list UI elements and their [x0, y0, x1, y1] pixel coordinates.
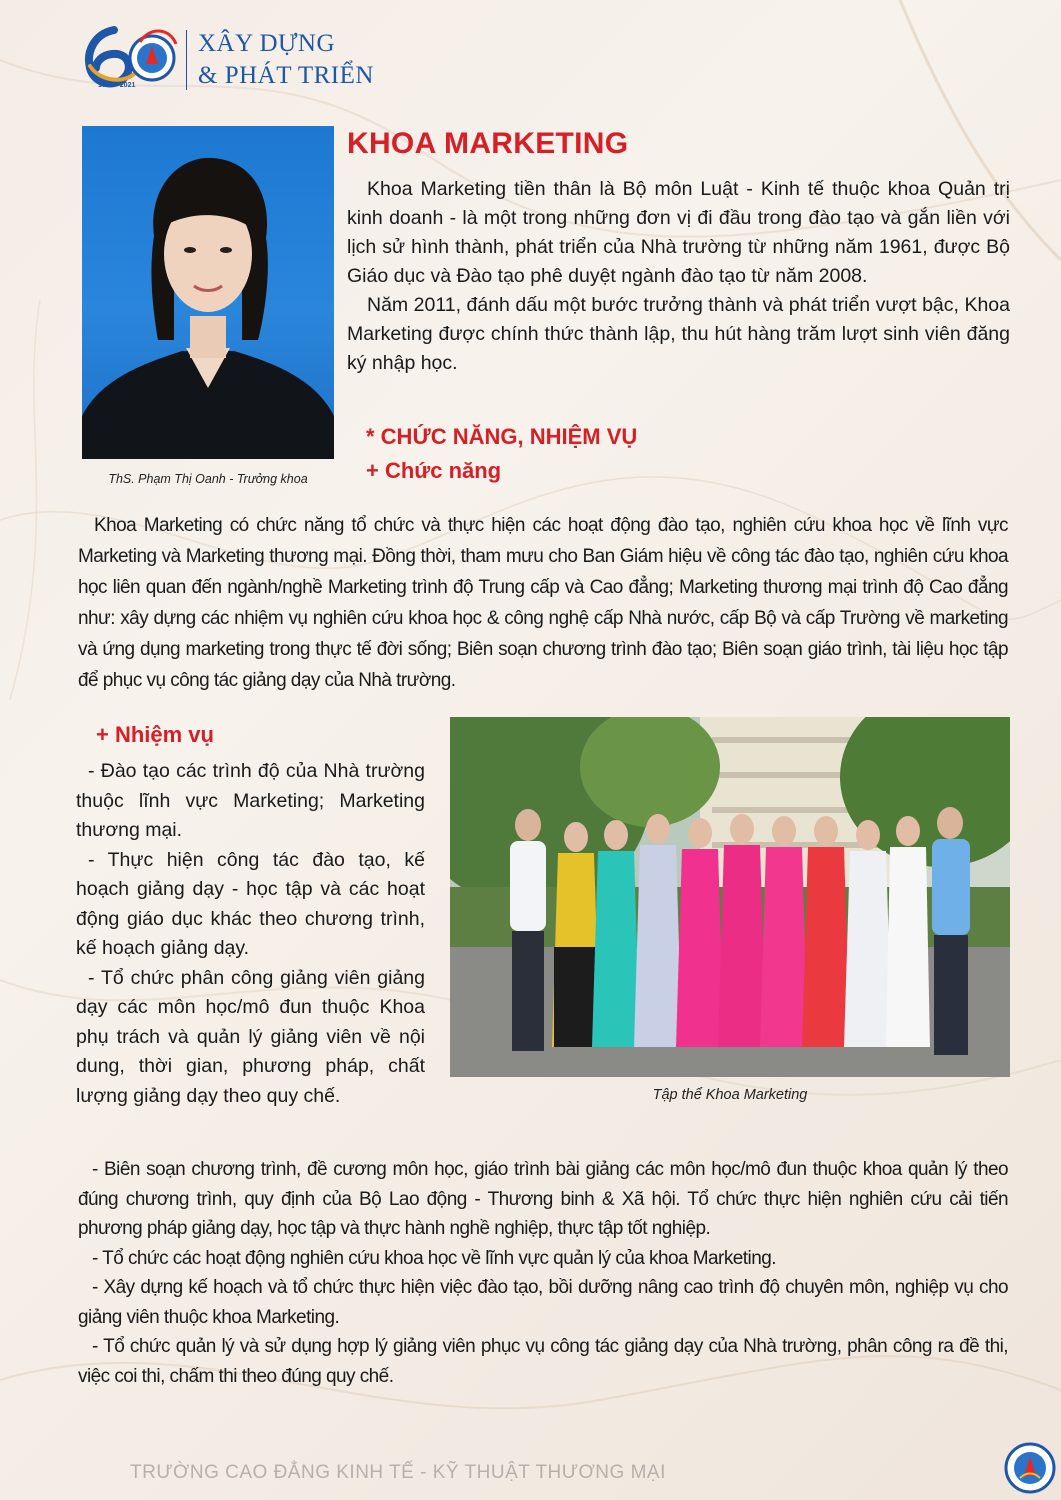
- tasks-bottom-list: [78, 1155, 1008, 1391]
- functions-paragraph: [78, 510, 1008, 696]
- task-item: - Thực hiện công tác đào tạo, kế hoạch giảng dạy - học tập và các hoạt động giáo dục khác theo chương trình, kế hoạch giảng dạy.: [76, 848, 425, 959]
- header-title-line1: XÂY DỰNG: [198, 30, 336, 57]
- portrait-illustration: [82, 126, 334, 459]
- school-seal-icon: [1004, 1442, 1056, 1494]
- intro-paragraph: Khoa Marketing tiền thân là Bộ môn Luật - Kinh tế thuộc khoa Quản trị kinh doanh - là một trong những đơn vị đi đầu trong đào tạo và gắn liền với lịch sử hình thành, phát triển của Nhà trường từ những năm 1961, được Bộ Giáo dục và Đào tạo phê duyệt ngành đào tạo từ năm 2008.: [347, 178, 1010, 287]
- footer-seal: [1004, 1442, 1056, 1494]
- task-item: - Tổ chức phân công giảng viên giảng dạy các môn học/mô đun thuộc Khoa phụ trách và quản lý giảng viên về nội dung, thời gian, phương pháp, chất lượng giảng dạy theo quy chế.: [76, 966, 425, 1107]
- group-photo: [450, 717, 1010, 1077]
- section-heading-functions: + Chức năng: [366, 458, 502, 483]
- task-item: - Tổ chức các hoạt động nghiên cứu khoa học về lĩnh vực quản lý của khoa Marketing.: [92, 1247, 776, 1269]
- dean-portrait-photo: [82, 126, 334, 459]
- header-title-line2: & PHÁT TRIỂN: [198, 62, 374, 89]
- tasks-left-column: [76, 757, 425, 1111]
- task-item: - Biên soạn chương trình, đề cương môn học, giáo trình bài giảng các môn học/mô đun thuộc khoa quản lý theo đúng chương trình, quy định của Bộ Lao động - Thương binh & Xã hội. Tổ chức thực hiện nghiên cứu cải tiến phương pháp giảng dạy, học tập và thực hành nghề nghiệp, thực tập tốt nghiệp.: [78, 1159, 1008, 1239]
- page-title: KHOA MARKETING: [347, 127, 629, 160]
- intro-paragraph: Năm 2011, đánh dấu một bước trưởng thành và phát triển vượt bậc, Khoa Marketing được chính thức thành lập, thu hút hàng trăm lượt sinh viên đăng ký nhập học.: [347, 294, 1010, 374]
- task-item: - Xây dựng kế hoạch và tổ chức thực hiện việc đào tạo, bồi dưỡng nâng cao trình độ chuyên môn, nghiệp vụ cho giảng viên thuộc khoa Marketing.: [78, 1277, 1008, 1328]
- footer-school-name: TRƯỜNG CAO ĐẲNG KINH TẾ - KỸ THUẬT THƯƠNG MẠI: [130, 1462, 666, 1483]
- group-photo-caption: Tập thể Khoa Marketing: [652, 1087, 808, 1103]
- functions-text: Khoa Marketing có chức năng tổ chức và thực hiện các hoạt động đào tạo, nghiên cứu khoa học về lĩnh vực Marketing và Marketing thương mại. Đồng thời, tham mưu cho Ban Giám hiệu về công tác đào tạo, nghiên cứu khoa học liên quan đến ngành/nghề Marketing trình độ Trung cấp và Cao đẳng; Marketing thương mại trình độ Cao đẳng như: xây dựng các nhiệm vụ nghiên cứu khoa học & công nghệ cấp Nhà nước, cấp Bộ và cấp Trường về marketing và ứng dụng marketing trong thực tế đời sống; Biên soạn chương trình đào tạo; Biên soạn giáo trình, tài liệu học tập để phục vụ công tác giảng dạy của Nhà trường.: [78, 515, 1008, 691]
- task-item: - Đào tạo các trình độ của Nhà trường thuộc lĩnh vực Marketing; Marketing thương mại.: [76, 760, 425, 841]
- intro-text: [347, 175, 1010, 378]
- anniversary-logo: [80, 22, 180, 94]
- section-heading-functions-tasks: * CHỨC NĂNG, NHIỆM VỤ: [366, 424, 638, 449]
- header-divider: [186, 30, 187, 90]
- task-item: - Tổ chức quản lý và sử dụng hợp lý giảng viên phục vụ công tác giảng dạy của Nhà trường, phân công ra đề thi, việc coi thi, chấm thi theo đúng quy chế.: [78, 1336, 1008, 1387]
- portrait-caption: ThS. Phạm Thị Oanh - Trưởng khoa: [108, 472, 308, 486]
- logo-years: 1961 - 2021: [98, 82, 136, 89]
- section-heading-tasks: + Nhiệm vụ: [96, 722, 214, 747]
- group-photo-illustration: [450, 717, 1010, 1077]
